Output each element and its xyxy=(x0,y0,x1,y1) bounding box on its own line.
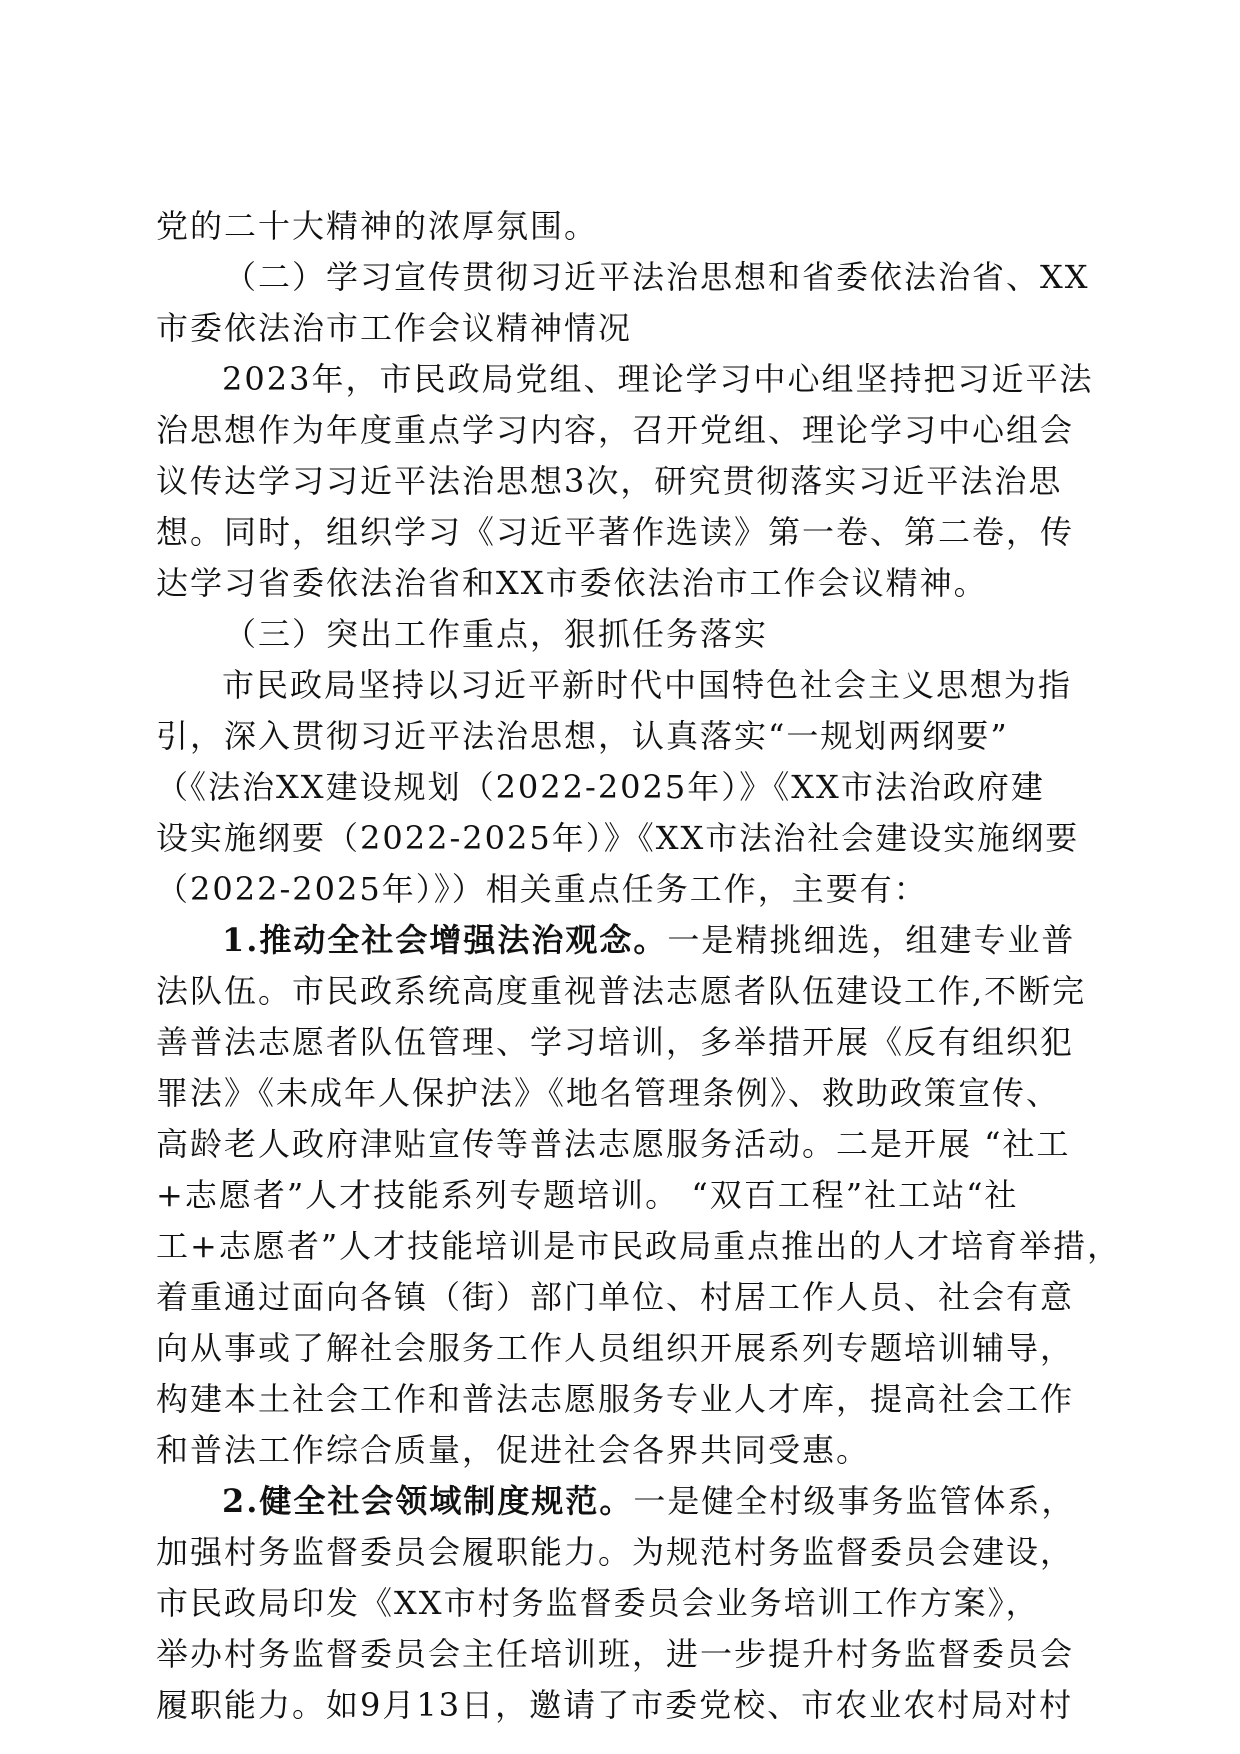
text-line: （《法治XX建设规划（2022-2025年）》《XX市法治政府建 xyxy=(156,768,1045,806)
text-line: 市民政局坚持以习近平新时代中国特色社会主义思想为指 xyxy=(222,666,1073,704)
text-line: 加强村务监督委员会履职能力。为规范村务监督委员会建设， xyxy=(156,1533,1075,1571)
text-line: 向从事或了解社会服务工作人员组织开展系列专题培训辅导， xyxy=(156,1329,1075,1367)
section-heading-line: （三）突出工作重点，狠抓任务落实 xyxy=(224,615,769,653)
text-line: 设实施纲要（2022-2025年）》《XX市法治社会建设实施纲要 xyxy=(156,819,1080,857)
text-line: 构建本土社会工作和普法志愿服务专业人才库，提高社会工作 xyxy=(156,1380,1075,1418)
text-line: 举办村务监督委员会主任培训班，进一步提升村务监督委员会 xyxy=(156,1635,1075,1673)
text-line: 履职能力。如9月13日，邀请了市委党校、市农业农村局对村 xyxy=(156,1686,1074,1724)
text-line: 达学习省委依法治省和XX市委依法治市工作会议精神。 xyxy=(156,564,988,602)
text-span: 一是精挑细选，组建专业普 xyxy=(667,921,1076,959)
section-heading-line: 市委依法治市工作会议精神情况 xyxy=(156,309,633,347)
text-line: 市民政局印发《XX市村务监督委员会业务培训工作方案》， xyxy=(156,1584,1040,1622)
text-line: 着重通过面向各镇（街）部门单位、村居工作人员、社会有意 xyxy=(156,1278,1075,1316)
text-line: 高龄老人政府津贴宣传等普法志愿服务活动。二是开展 “社工 xyxy=(156,1125,1071,1163)
section-heading-line: （二）学习宣传贯彻习近平法治思想和省委依法治省、XX xyxy=(224,258,1090,296)
numbered-item-line xyxy=(156,1476,1096,1527)
text-line: 罪法》《未成年人保护法》《地名管理条例》、救助政策宣传、 xyxy=(156,1074,1061,1112)
text-line: 治思想作为年度重点学习内容，召开党组、理论学习中心组会 xyxy=(156,411,1075,449)
text-line: 议传达学习习近平法治思想3次，研究贯彻落实习近平法治思 xyxy=(156,462,1063,500)
text-span: 一是健全村级事务监管体系， xyxy=(633,1482,1076,1520)
numbered-item-lead: 1.推动全社会增强法治观念。 xyxy=(222,921,668,959)
text-line: 想。同时，组织学习《习近平著作选读》第一卷、第二卷，传 xyxy=(156,513,1075,551)
text-line: （2022-2025年）》）相关重点任务工作，主要有： xyxy=(156,870,928,908)
text-line: 善普法志愿者队伍管理、学习培训，多举措开展《反有组织犯 xyxy=(156,1023,1075,1061)
text-line: 2023年，市民政局党组、理论学习中心组坚持把习近平法 xyxy=(222,360,1094,398)
text-line: 和普法工作综合质量，促进社会各界共同受惠。 xyxy=(156,1431,871,1469)
document-body xyxy=(156,201,1122,1731)
text-line: 党的二十大精神的浓厚氛围。 xyxy=(156,207,599,245)
text-line: 引，深入贯彻习近平法治思想，认真落实“一规划两纲要” xyxy=(156,717,1009,755)
numbered-item-lead: 2.健全社会领域制度规范。 xyxy=(222,1482,634,1520)
text-line: 法队伍。市民政系统高度重视普法志愿者队伍建设工作,不断完 xyxy=(156,972,1087,1010)
text-line: 工+志愿者”人才技能培训是市民政局重点推出的人才培育举措， xyxy=(156,1227,1122,1265)
numbered-item-line xyxy=(156,915,1096,966)
text-line: +志愿者”人才技能系列专题培训。 “双百工程”社工站“社 xyxy=(156,1176,1019,1214)
